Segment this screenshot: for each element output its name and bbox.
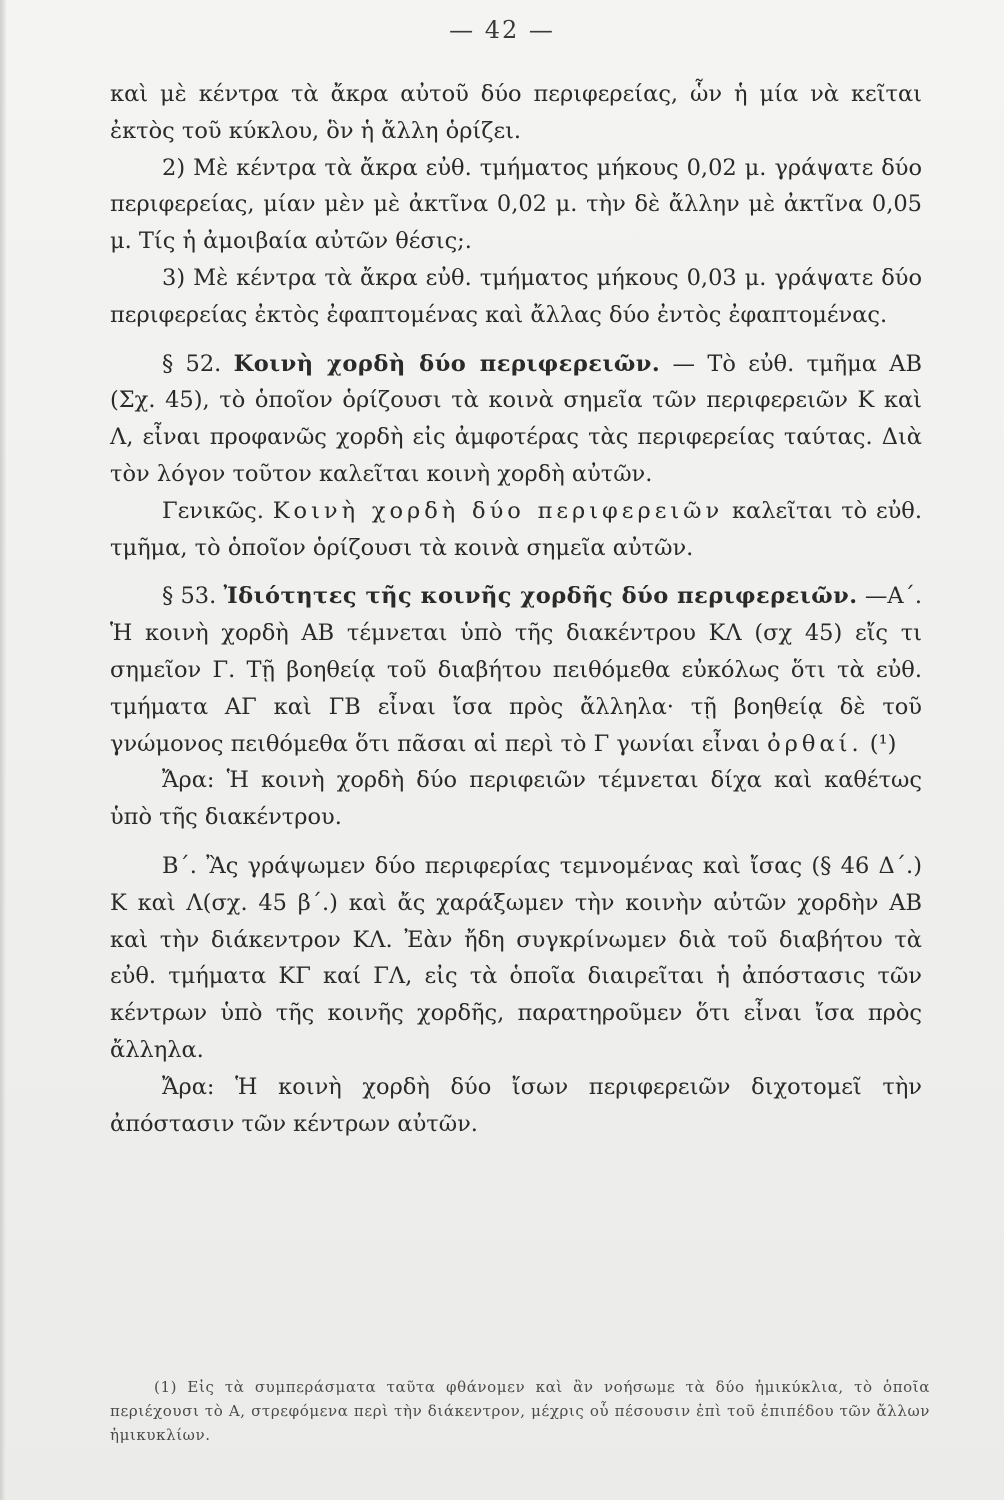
paragraph-continuation: καὶ μὲ κέντρα τὰ ἄκρα αὐτοῦ δύο περιφερείας, ὧν ἡ μία νὰ κεῖται ἐκτὸς τοῦ κύκλου, ὃν ἡ ἄλλη ὁρίζει. xyxy=(110,81,922,144)
section-53-conclusion-a: Ἄρα: Ἡ κοινὴ χορδὴ δύο περιφειῶν τέμνεται δίχα καὶ καθέτως ὑπὸ τῆς διακέντρου. xyxy=(110,767,922,831)
page-number: — 42 — xyxy=(449,16,555,44)
general-lead: Γενικῶς. xyxy=(162,497,264,524)
general-definition-rest: καλεῖται τὸ εὐθ. τμῆμα, τὸ ὁποῖον ὁρίζουσι τὰ κοινὰ σημεῖα αὐτῶν. xyxy=(110,497,923,561)
section-53 xyxy=(110,578,922,762)
page-edge xyxy=(0,0,6,1500)
section-53-number: § 53. xyxy=(162,583,217,610)
section-52-title: Κοινὴ χορδὴ δύο περιφερειῶν. xyxy=(233,350,661,377)
main-text xyxy=(110,76,922,1142)
section-53-part-a: —Α΄. Ἡ κοινὴ χορδὴ ΑΒ τέμνεται ὑπὸ τῆς διακέντρου ΚΛ (σχ 45) εἴς τι σημεῖον Γ. Τῇ βοηθείᾳ τοῦ διαβήτου πειθόμεθα εὐκόλως ὅτι τὰ εὐθ. τμήματα ΑΓ καὶ ΓΒ εἶναι ἴσα πρὸς ἄλληλα· τῇ βοηθείᾳ δὲ τοῦ γνώμονος πειθόμεθα ὅτι πᾶσαι αἱ περὶ τὸ Γ γωνίαι εἶναι xyxy=(110,583,923,757)
section-52-general xyxy=(110,493,922,567)
footnote: (1) Εἰς τὰ συμπεράσματα ταῦτα φθάνομεν καὶ ἂν νοήσωμε τὰ δύο ἡμικύκλια, τὸ ὁποῖα περιέχουσι τὸ Α, στρεφόμενα περὶ τὴν διάκεντρον, μέχρις οὗ πέσουσιν ἐπὶ τοῦ ἐπιπέδου τῶν ἄλλων ἡμικυκλίων. xyxy=(110,1378,930,1444)
section-52-number: § 52. xyxy=(162,350,222,377)
section-52-body: — Τὸ εὐθ. τμῆμα ΑΒ (Σχ. 45), τὸ ὁποῖον ὁρίζουσι τὰ κοινὰ σημεῖα τῶν περιφερειῶν Κ καὶ Λ, εἶναι προφανῶς χορδὴ εἰς ἀμφοτέρας τὰς περιφερείας ταύτας. Διὰ τὸν λόγον τοῦτον καλεῖται κοινὴ χορδὴ αὐτῶν. xyxy=(110,350,922,487)
section-53-right-angles: ὀρθαί. xyxy=(767,730,863,757)
section-53-title: Ἰδιότητες τῆς κοινῆς χορδῆς δύο περιφερειῶν. xyxy=(223,583,858,610)
general-definition-spaced: Κοινὴ χορδὴ δύο περιφερειῶν xyxy=(272,497,724,524)
section-53-part-b: Β΄. Ἂς γράψωμεν δύο περιφερίας τεμνομένας καὶ ἴσας (§ 46 Δ΄.) Κ καὶ Λ(σχ. 45 β΄.) καὶ ἄς χαράξωμεν τὴν κοινὴν αὐτῶν χορδὴν ΑΒ καὶ τὴν διάκεντρον ΚΛ. Ἐὰν ἤδη συγκρίνωμεν διὰ τοῦ διαβήτου τὰ εὐθ. τμήματα ΚΓ καί ΓΛ, εἰς τὰ ὁποῖα διαιρεῖται ἡ ἀπόστασις τῶν κέντρων ὑπὸ τῆς κοινῆς χορδῆς, παρατηροῦμεν ὅτι εἶναι ἴσα πρὸς ἄλληλα. xyxy=(110,852,922,1063)
section-53-conclusion-b: Ἄρα: Ἡ κοινὴ χορδὴ δύο ἴσων περιφερειῶν διχοτομεῖ τὴν ἀπόστασιν τῶν κέντρων αὐτῶν. xyxy=(110,1073,922,1137)
exercise-2: 2) Μὲ κέντρα τὰ ἄκρα εὐθ. τμήματος μήκους 0,02 μ. γράψατε δύο περιφερείας, μίαν μὲν μὲ ἀκτῖνα 0,02 μ. τὴν δὲ ἄλλην μὲ ἀκτῖνα 0,05 μ. Τίς ἡ ἀμοιβαία αὐτῶν θέσις;. xyxy=(110,154,922,255)
section-52 xyxy=(110,346,922,493)
footnote-marker: (¹) xyxy=(869,730,897,757)
exercise-3: 3) Μὲ κέντρα τὰ ἄκρα εὐθ. τμήματος μήκους 0,03 μ. γράψατε δύο περιφερείας ἐκτὸς ἐφαπτομένας καὶ ἄλλας δύο ἐντὸς ἐφαπτομένας. xyxy=(110,264,922,328)
